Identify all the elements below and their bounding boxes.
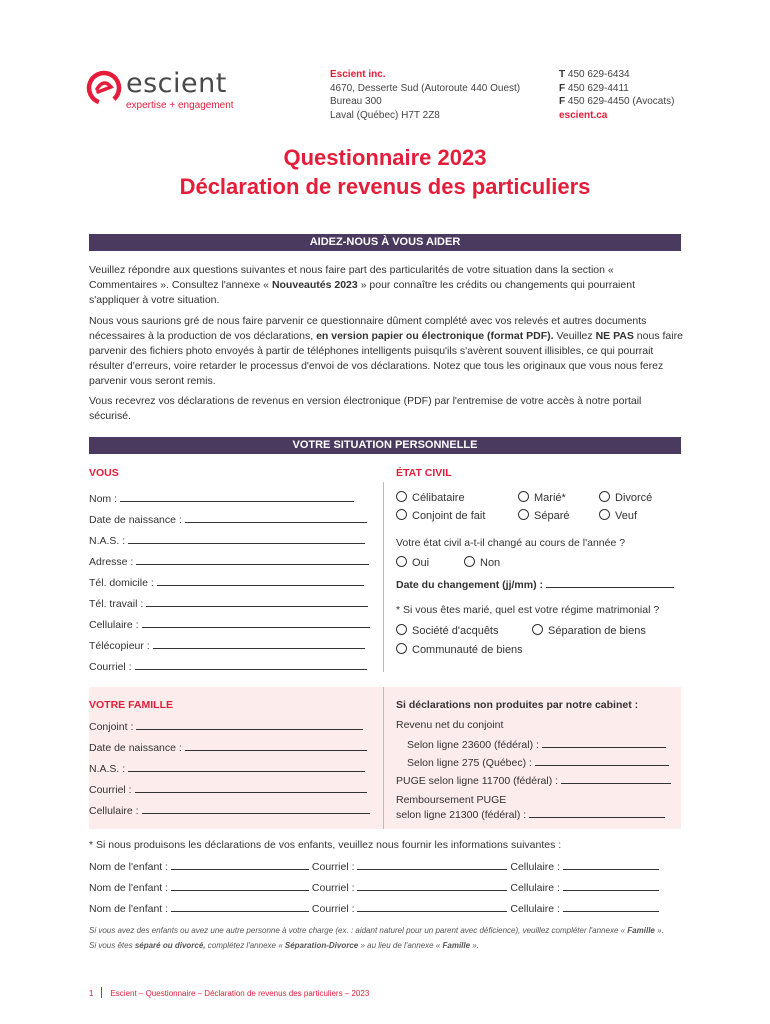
letterhead xyxy=(0,62,770,122)
telecopieur-field[interactable]: Télécopieur : xyxy=(89,639,365,652)
address-line: Bureau 300 xyxy=(330,96,382,107)
tel-travail-field[interactable]: Tél. travail : xyxy=(89,597,368,610)
conjoint-field[interactable]: Conjoint : xyxy=(89,720,363,733)
company-contact xyxy=(559,68,674,122)
radio-circle-icon xyxy=(396,556,407,567)
address-line: 4670, Desserte Sud (Autoroute 440 Ouest) xyxy=(330,82,521,94)
children-intro: * Si nous produisons les déclarations de vos enfants, veuillez nous fournir les informations suivantes : xyxy=(89,839,562,851)
conjoint-naissance-field[interactable]: Date de naissance : xyxy=(89,741,367,754)
date-naissance-field[interactable]: Date de naissance : xyxy=(89,513,367,526)
column-divider xyxy=(383,482,384,672)
fax2-number: 450 629-4450 (Avocats) xyxy=(567,96,675,107)
document-title xyxy=(0,143,770,201)
address-line: Laval (Québec) H7T 2Z8 xyxy=(330,109,440,121)
section-heading-personal: VOTRE SITUATION PERSONNELLE xyxy=(89,437,681,454)
child-row[interactable]: Nom de l'enfant : Courriel : Cellulaire : xyxy=(89,860,659,873)
revenu-net-label: Revenu net du conjoint xyxy=(396,719,504,731)
section-heading-help: AIDEZ-NOUS À VOUS AIDER xyxy=(89,234,681,251)
family-right-heading: Si déclarations non produites par notre cabinet : xyxy=(396,699,639,711)
famille-label: VOTRE FAMILLE xyxy=(89,699,173,711)
radio-circle-icon xyxy=(599,491,610,502)
radio-separe[interactable]: Séparé xyxy=(518,509,569,522)
title-line-1: Questionnaire 2023 xyxy=(283,145,487,170)
fax-label: F xyxy=(559,82,566,94)
fax-number: 450 629-4411 xyxy=(567,82,629,94)
note-separation: Si vous êtes séparé ou divorcé, complétez l'annexe « Séparation-Divorce » au lieu de l'annexe « Famille ». xyxy=(89,941,479,950)
page-number: 1 xyxy=(89,989,94,998)
phone-number: 450 629-6434 xyxy=(567,69,630,80)
page-footer xyxy=(89,987,369,998)
tel-domicile-field[interactable]: Tél. domicile : xyxy=(89,576,364,589)
nom-field[interactable]: Nom : xyxy=(89,492,354,505)
radio-divorce[interactable]: Divorcé xyxy=(599,491,652,504)
radio-circle-icon xyxy=(396,491,407,502)
radio-circle-icon xyxy=(396,624,407,635)
company-logo xyxy=(86,70,256,116)
regime-question: * Si vous êtes marié, quel est votre régime matrimonial ? xyxy=(396,604,660,616)
cellulaire-field[interactable]: Cellulaire : xyxy=(89,618,370,631)
date-changement-field[interactable]: Date du changement (jj/mm) : xyxy=(396,578,674,591)
radio-circle-icon xyxy=(599,509,610,520)
logo-tagline: expertise + engagement xyxy=(126,100,234,111)
phone-label: T xyxy=(559,69,566,80)
radio-marie[interactable]: Marié* xyxy=(518,491,566,504)
radio-communaute-biens[interactable]: Communauté de biens xyxy=(396,643,523,656)
note-famille: Si vous avez des enfants ou avez une autre personne à votre charge (ex. : aidant naturel pour un parent avec déficience), veuillez compléter l'annexe « Famille ». xyxy=(89,926,664,935)
change-question: Votre état civil a-t-il changé au cours de l'année ? xyxy=(396,537,626,549)
radio-celibataire[interactable]: Célibataire xyxy=(396,491,465,504)
conjoint-nas-field[interactable]: N.A.S. : xyxy=(89,762,365,775)
radio-oui[interactable]: Oui xyxy=(396,556,429,569)
company-address xyxy=(330,68,520,122)
conjoint-courriel-field[interactable]: Courriel : xyxy=(89,783,367,796)
radio-veuf[interactable]: Veuf xyxy=(599,509,637,522)
revenu-quebec-field[interactable]: Selon ligne 275 (Québec) : xyxy=(407,756,669,769)
footer-text: Escient – Questionnaire – Déclaration de revenus des particuliers – 2023 xyxy=(110,989,370,998)
title-line-2: Déclaration de revenus des particuliers xyxy=(179,174,591,199)
radio-circle-icon xyxy=(464,556,475,567)
fax2-label: F xyxy=(559,96,566,107)
child-row[interactable]: Nom de l'enfant : Courriel : Cellulaire : xyxy=(89,902,659,915)
radio-circle-icon xyxy=(518,509,529,520)
radio-circle-icon xyxy=(518,491,529,502)
radio-non[interactable]: Non xyxy=(464,556,500,569)
intro-paragraph-3: Vous recevrez vos déclarations de revenus en version électronique (PDF) par l'entremise de votre accès à notre portail sécurisé. xyxy=(89,395,642,422)
vous-label: VOUS xyxy=(89,467,119,479)
radio-circle-icon xyxy=(532,624,543,635)
logo-wordmark: escient xyxy=(126,68,227,99)
radio-societe-acquets[interactable]: Société d'acquêts xyxy=(396,624,499,637)
adresse-field[interactable]: Adresse : xyxy=(89,555,369,568)
courriel-field[interactable]: Courriel : xyxy=(89,660,367,673)
intro-paragraph-2: Nous vous saurions gré de nous faire parvenir ce questionnaire dûment complété avec vos relevés et autres documents nécessaires à la production de vos déclarations, en version papier ou électronique (format PDF). Veuillez NE PAS nous faire parvenir des fichiers photo envoyés à partir de téléphones intelligents puisqu'ils s'avèrent souvent illisibles, ce qui pourrait résulter d'erreurs, voire retarder le processus d'envoi de vos déclarations. Notez que tous les originaux que vous nous ferez parvenir vous seront remis. xyxy=(89,315,683,387)
radio-circle-icon xyxy=(396,643,407,654)
radio-circle-icon xyxy=(396,509,407,520)
footer-separator xyxy=(101,987,102,998)
remboursement-puge-label: Remboursement PUGE xyxy=(396,794,507,806)
nas-field[interactable]: N.A.S. : xyxy=(89,534,365,547)
etat-civil-label: ÉTAT CIVIL xyxy=(396,467,452,479)
escient-logo-icon xyxy=(86,70,122,106)
intro-paragraph-1: Veuillez répondre aux questions suivantes et nous faire part des particularités de votre situation dans la section « Commentaires ». Consultez l'annexe « Nouveautés 2023 » pour connaître les crédits ou changements qui pourraient s'appliquer à votre situation. xyxy=(89,264,635,306)
revenu-federal-field[interactable]: Selon ligne 23600 (fédéral) : xyxy=(407,738,666,751)
family-column-divider xyxy=(383,687,384,829)
radio-conjoint-de-fait[interactable]: Conjoint de fait xyxy=(396,509,485,522)
remboursement-puge-field[interactable]: selon ligne 21300 (fédéral) : xyxy=(396,808,665,821)
puge-field[interactable]: PUGE selon ligne 11700 (fédéral) : xyxy=(396,774,671,787)
child-row[interactable]: Nom de l'enfant : Courriel : Cellulaire : xyxy=(89,881,659,894)
conjoint-cellulaire-field[interactable]: Cellulaire : xyxy=(89,804,370,817)
company-name: Escient inc. xyxy=(330,69,386,80)
radio-separation-biens[interactable]: Séparation de biens xyxy=(532,624,646,637)
website-link[interactable]: escient.ca xyxy=(559,109,608,121)
